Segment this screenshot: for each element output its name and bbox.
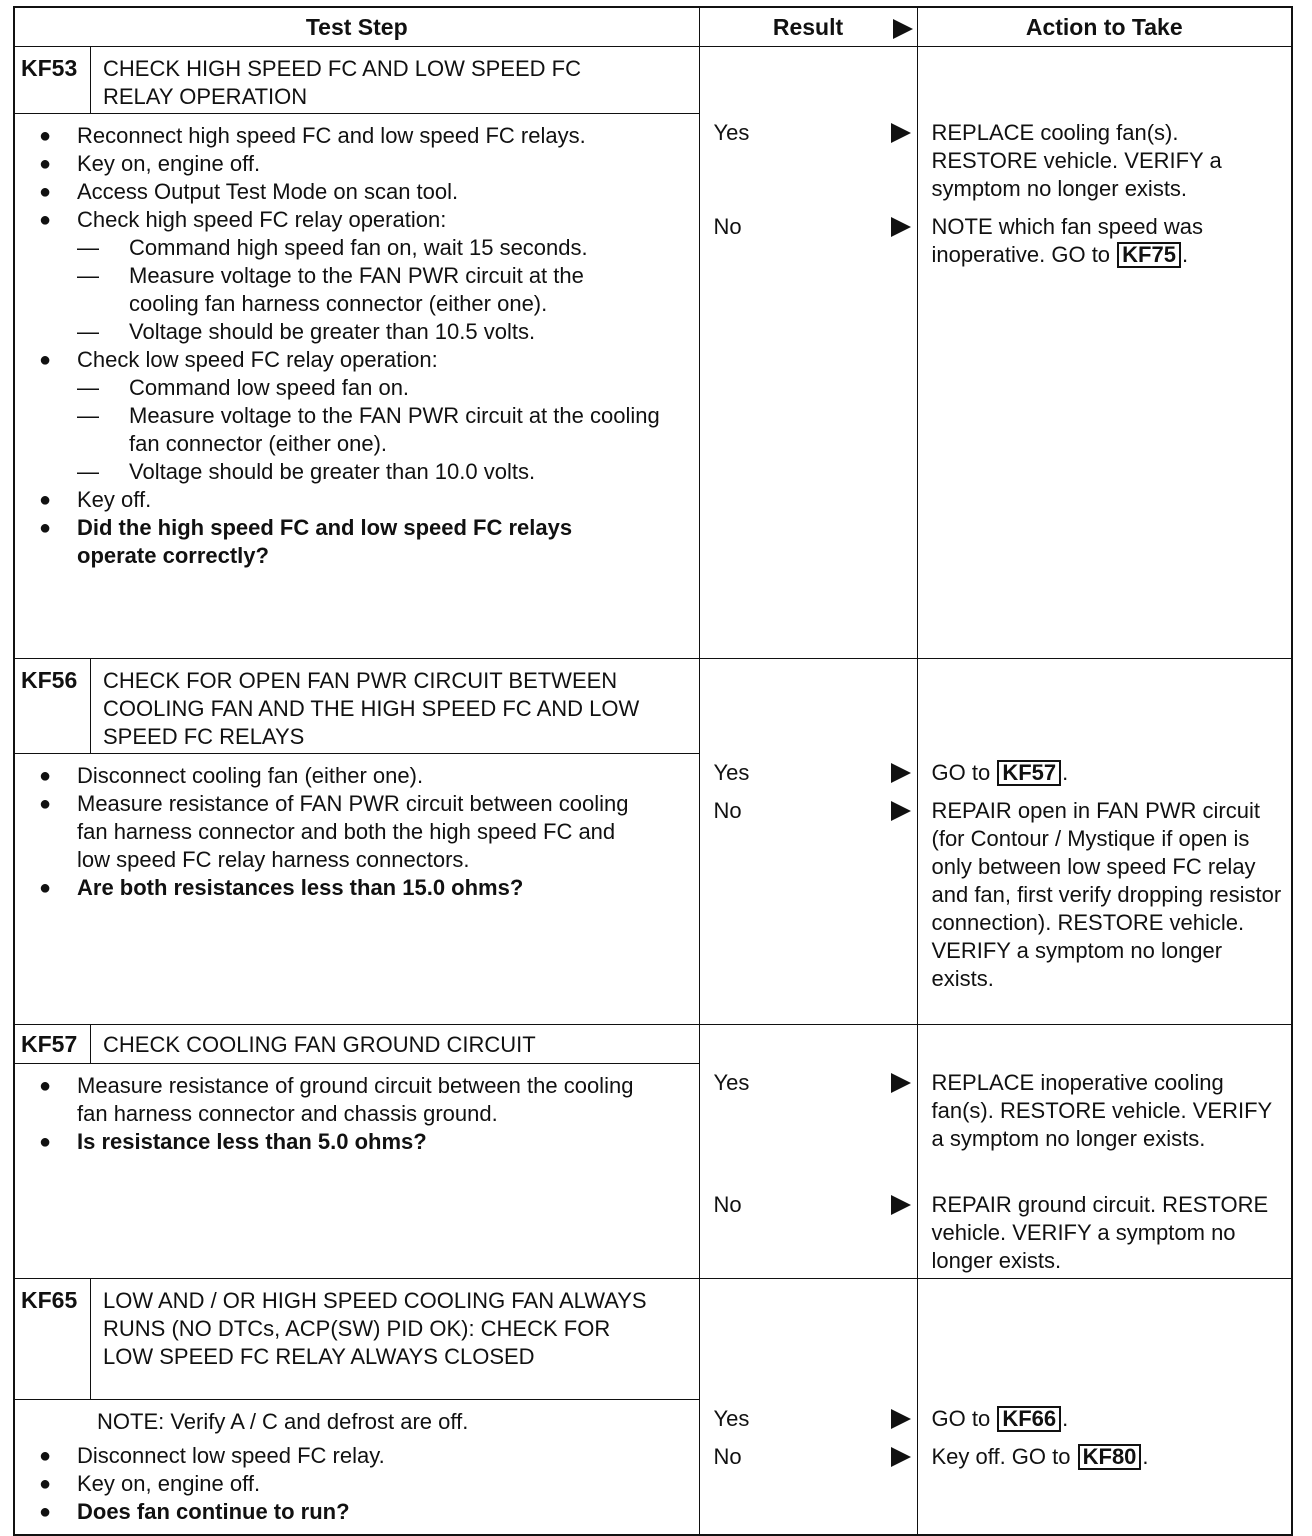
dash-icon: — <box>77 319 99 344</box>
bullet-icon: ● <box>39 1075 52 1097</box>
step-reference-link[interactable]: KF75 <box>1117 242 1181 268</box>
bullet-icon: ● <box>39 877 52 899</box>
header-result-label: Result <box>772 13 844 40</box>
step-reference-link[interactable]: KF66 <box>997 1406 1061 1432</box>
test-step-cell <box>14 1279 699 1536</box>
sub-item: Measure voltage to the FAN PWR circuit at the cooling fan harness connector (either one). <box>129 263 584 316</box>
bullet-icon: ● <box>39 349 52 371</box>
action-no: REPAIR ground circuit. RESTORE vehicle. VERIFY a symptom no longer exists. <box>931 1192 1269 1273</box>
step-reference-link[interactable]: KF80 <box>1078 1444 1142 1470</box>
diagnostic-page <box>13 6 1291 1530</box>
result-no <box>700 1443 917 1471</box>
table-header-row <box>14 7 1292 47</box>
action-cell <box>917 1279 1292 1536</box>
result-yes <box>700 1069 917 1097</box>
result-label: Yes <box>713 120 750 145</box>
dash-icon: — <box>77 459 99 484</box>
action-text: GO to <box>931 1406 991 1431</box>
action-cell <box>917 1025 1292 1279</box>
bullet-icon: ● <box>39 1445 52 1467</box>
step-title: CHECK FOR OPEN FAN PWR CIRCUIT BETWEEN COOLING FAN AND THE HIGH SPEED FC AND LOW SPEED FC RELAYS <box>103 668 640 749</box>
table-row <box>14 659 1292 1025</box>
arrow-right-icon <box>891 1409 911 1429</box>
list-item: Measure resistance of FAN PWR circuit between cooling fan harness connector and both the high speed FC and low speed FC relay harness connectors. <box>77 791 629 872</box>
dash-icon: — <box>77 235 99 260</box>
list-item: Key on, engine off. <box>77 1471 261 1496</box>
step-title: CHECK COOLING FAN GROUND CIRCUIT <box>103 1032 536 1057</box>
header-action: Action to Take <box>917 7 1292 47</box>
diagnostic-table <box>13 6 1293 1536</box>
bullet-icon: ● <box>39 181 52 203</box>
table-row <box>14 1279 1292 1536</box>
action-no <box>918 1443 1292 1471</box>
action-no: REPAIR open in FAN PWR circuit (for Contour / Mystique if open is only between low speed FC relay and fan, first verify dropping resistor connection). RESTORE vehicle. VERIFY a symptom no longer exists. <box>931 798 1282 991</box>
arrow-right-icon <box>891 1073 911 1093</box>
question-item: Are both resistances less than 15.0 ohms? <box>77 875 524 900</box>
arrow-right-icon <box>891 123 911 143</box>
bullet-icon: ● <box>39 517 52 539</box>
sub-item: Command high speed fan on, wait 15 seconds. <box>129 235 588 260</box>
sub-item: Voltage should be greater than 10.0 volts. <box>129 459 536 484</box>
bullet-icon: ● <box>39 1501 52 1523</box>
action-text: . <box>1181 242 1189 267</box>
question-item: Did the high speed FC and low speed FC relays operate correctly? <box>77 515 573 568</box>
action-text: . <box>1062 1406 1069 1431</box>
result-label: No <box>713 1192 742 1217</box>
bullet-icon: ● <box>39 209 52 231</box>
action-yes <box>918 1405 1292 1433</box>
list-item: Key off. <box>77 487 152 512</box>
action-text: . <box>1062 760 1069 785</box>
step-id: KF65 <box>15 1279 91 1399</box>
action-no <box>918 213 1292 269</box>
result-no <box>700 213 917 241</box>
result-label: Yes <box>713 1070 750 1095</box>
list-item: Check low speed FC relay operation: <box>77 347 438 372</box>
test-step-cell <box>14 47 699 659</box>
result-label: Yes <box>713 760 750 785</box>
table-row <box>14 1025 1292 1279</box>
action-yes <box>918 759 1292 787</box>
step-id: KF53 <box>15 47 91 113</box>
result-cell <box>699 47 917 659</box>
list-item: Measure resistance of ground circuit between the cooling fan harness connector and chassis ground. <box>77 1073 634 1126</box>
list-item: Check high speed FC relay operation: <box>77 207 447 232</box>
list-item: Disconnect low speed FC relay. <box>77 1443 385 1468</box>
action-text: GO to <box>931 760 991 785</box>
dash-icon: — <box>77 375 99 400</box>
action-yes: REPLACE cooling fan(s). RESTORE vehicle. VERIFY a symptom no longer exists. <box>931 120 1222 201</box>
list-item: Disconnect cooling fan (either one). <box>77 763 424 788</box>
bullet-icon: ● <box>39 489 52 511</box>
result-cell <box>699 1279 917 1536</box>
sub-item: Command low speed fan on. <box>129 375 410 400</box>
action-cell <box>917 47 1292 659</box>
dash-icon: — <box>77 403 99 428</box>
list-item: Key on, engine off. <box>77 151 261 176</box>
list-item: Access Output Test Mode on scan tool. <box>77 179 459 204</box>
result-label: No <box>713 798 742 823</box>
sub-item: Voltage should be greater than 10.5 volts. <box>129 319 536 344</box>
result-no <box>700 797 917 825</box>
bullet-icon: ● <box>39 153 52 175</box>
step-reference-link[interactable]: KF57 <box>997 760 1061 786</box>
step-title: LOW AND / OR HIGH SPEED COOLING FAN ALWAYS RUNS (NO DTCs, ACP(SW) PID OK): CHECK FOR LOW SPEED FC RELAY ALWAYS CLOSED <box>103 1288 647 1369</box>
bullet-icon: ● <box>39 765 52 787</box>
sub-item: Measure voltage to the FAN PWR circuit at the cooling fan connector (either one). <box>129 403 660 456</box>
table-row <box>14 47 1292 659</box>
test-step-cell <box>14 1025 699 1279</box>
action-text: . <box>1142 1444 1149 1469</box>
header-result <box>699 7 917 47</box>
dash-icon: — <box>77 263 99 288</box>
note-text: NOTE: Verify A / C and defrost are off. <box>97 1409 469 1434</box>
list-item: Reconnect high speed FC and low speed FC relays. <box>77 123 586 148</box>
arrow-right-icon <box>891 1195 911 1215</box>
action-cell <box>917 659 1292 1025</box>
arrow-right-icon <box>891 1447 911 1467</box>
result-cell <box>699 1025 917 1279</box>
step-id: KF57 <box>15 1025 91 1063</box>
result-yes <box>700 119 917 147</box>
result-label: No <box>713 1444 742 1469</box>
result-no <box>700 1191 917 1219</box>
arrow-right-icon <box>891 801 911 821</box>
action-text: Key off. GO to <box>931 1444 1071 1469</box>
action-text: NOTE which fan speed was inoperative. GO to <box>931 214 1203 267</box>
arrow-right-icon <box>891 217 911 237</box>
result-yes <box>700 759 917 787</box>
test-step-cell <box>14 659 699 1025</box>
arrow-right-icon <box>891 763 911 783</box>
bullet-icon: ● <box>39 125 52 147</box>
arrow-right-icon <box>893 19 913 39</box>
result-yes <box>700 1405 917 1433</box>
bullet-icon: ● <box>39 1473 52 1495</box>
result-cell <box>699 659 917 1025</box>
step-title: CHECK HIGH SPEED FC AND LOW SPEED FC RELAY OPERATION <box>103 56 581 109</box>
bullet-icon: ● <box>39 793 52 815</box>
question-item: Does fan continue to run? <box>77 1499 350 1524</box>
result-label: No <box>713 214 742 239</box>
header-test-step: Test Step <box>14 7 699 47</box>
step-id: KF56 <box>15 659 91 753</box>
result-label: Yes <box>713 1406 750 1431</box>
question-item: Is resistance less than 5.0 ohms? <box>77 1129 427 1154</box>
bullet-icon: ● <box>39 1131 52 1153</box>
action-yes: REPLACE inoperative cooling fan(s). RESTORE vehicle. VERIFY a symptom no longer exists. <box>931 1070 1272 1151</box>
